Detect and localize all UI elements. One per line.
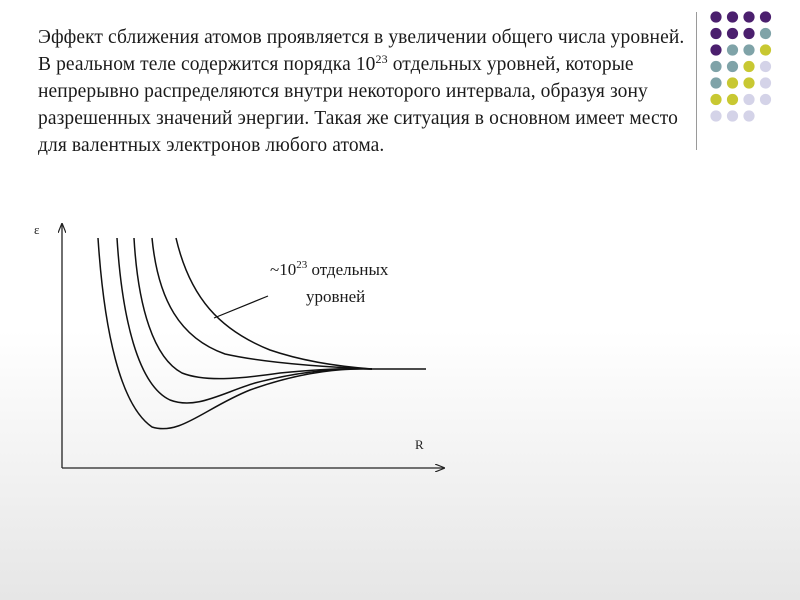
y-axis-label: ε: [34, 222, 40, 237]
annotation-line-1: $\sim 10^{23}$ отдельных: [270, 259, 389, 279]
paragraph-part-2: отдельных уровней, которые непрерывно распределяются внутри некоторого интервала, образуя зону разрешенных значений энергии. Такая же ситуация в основном имеет место для валентных электронов любого атома.: [38, 54, 679, 156]
annotation-pointer: [214, 296, 268, 318]
paragraph-part-1: Эффект сближения атомов проявляется в увеличении общего числа уровней. В реальном теле содержится порядка 10: [38, 27, 685, 75]
x-axis-label: R: [415, 437, 424, 452]
annotation-line-2: уровней: [306, 287, 366, 306]
paragraph-exponent: 23: [375, 52, 388, 66]
